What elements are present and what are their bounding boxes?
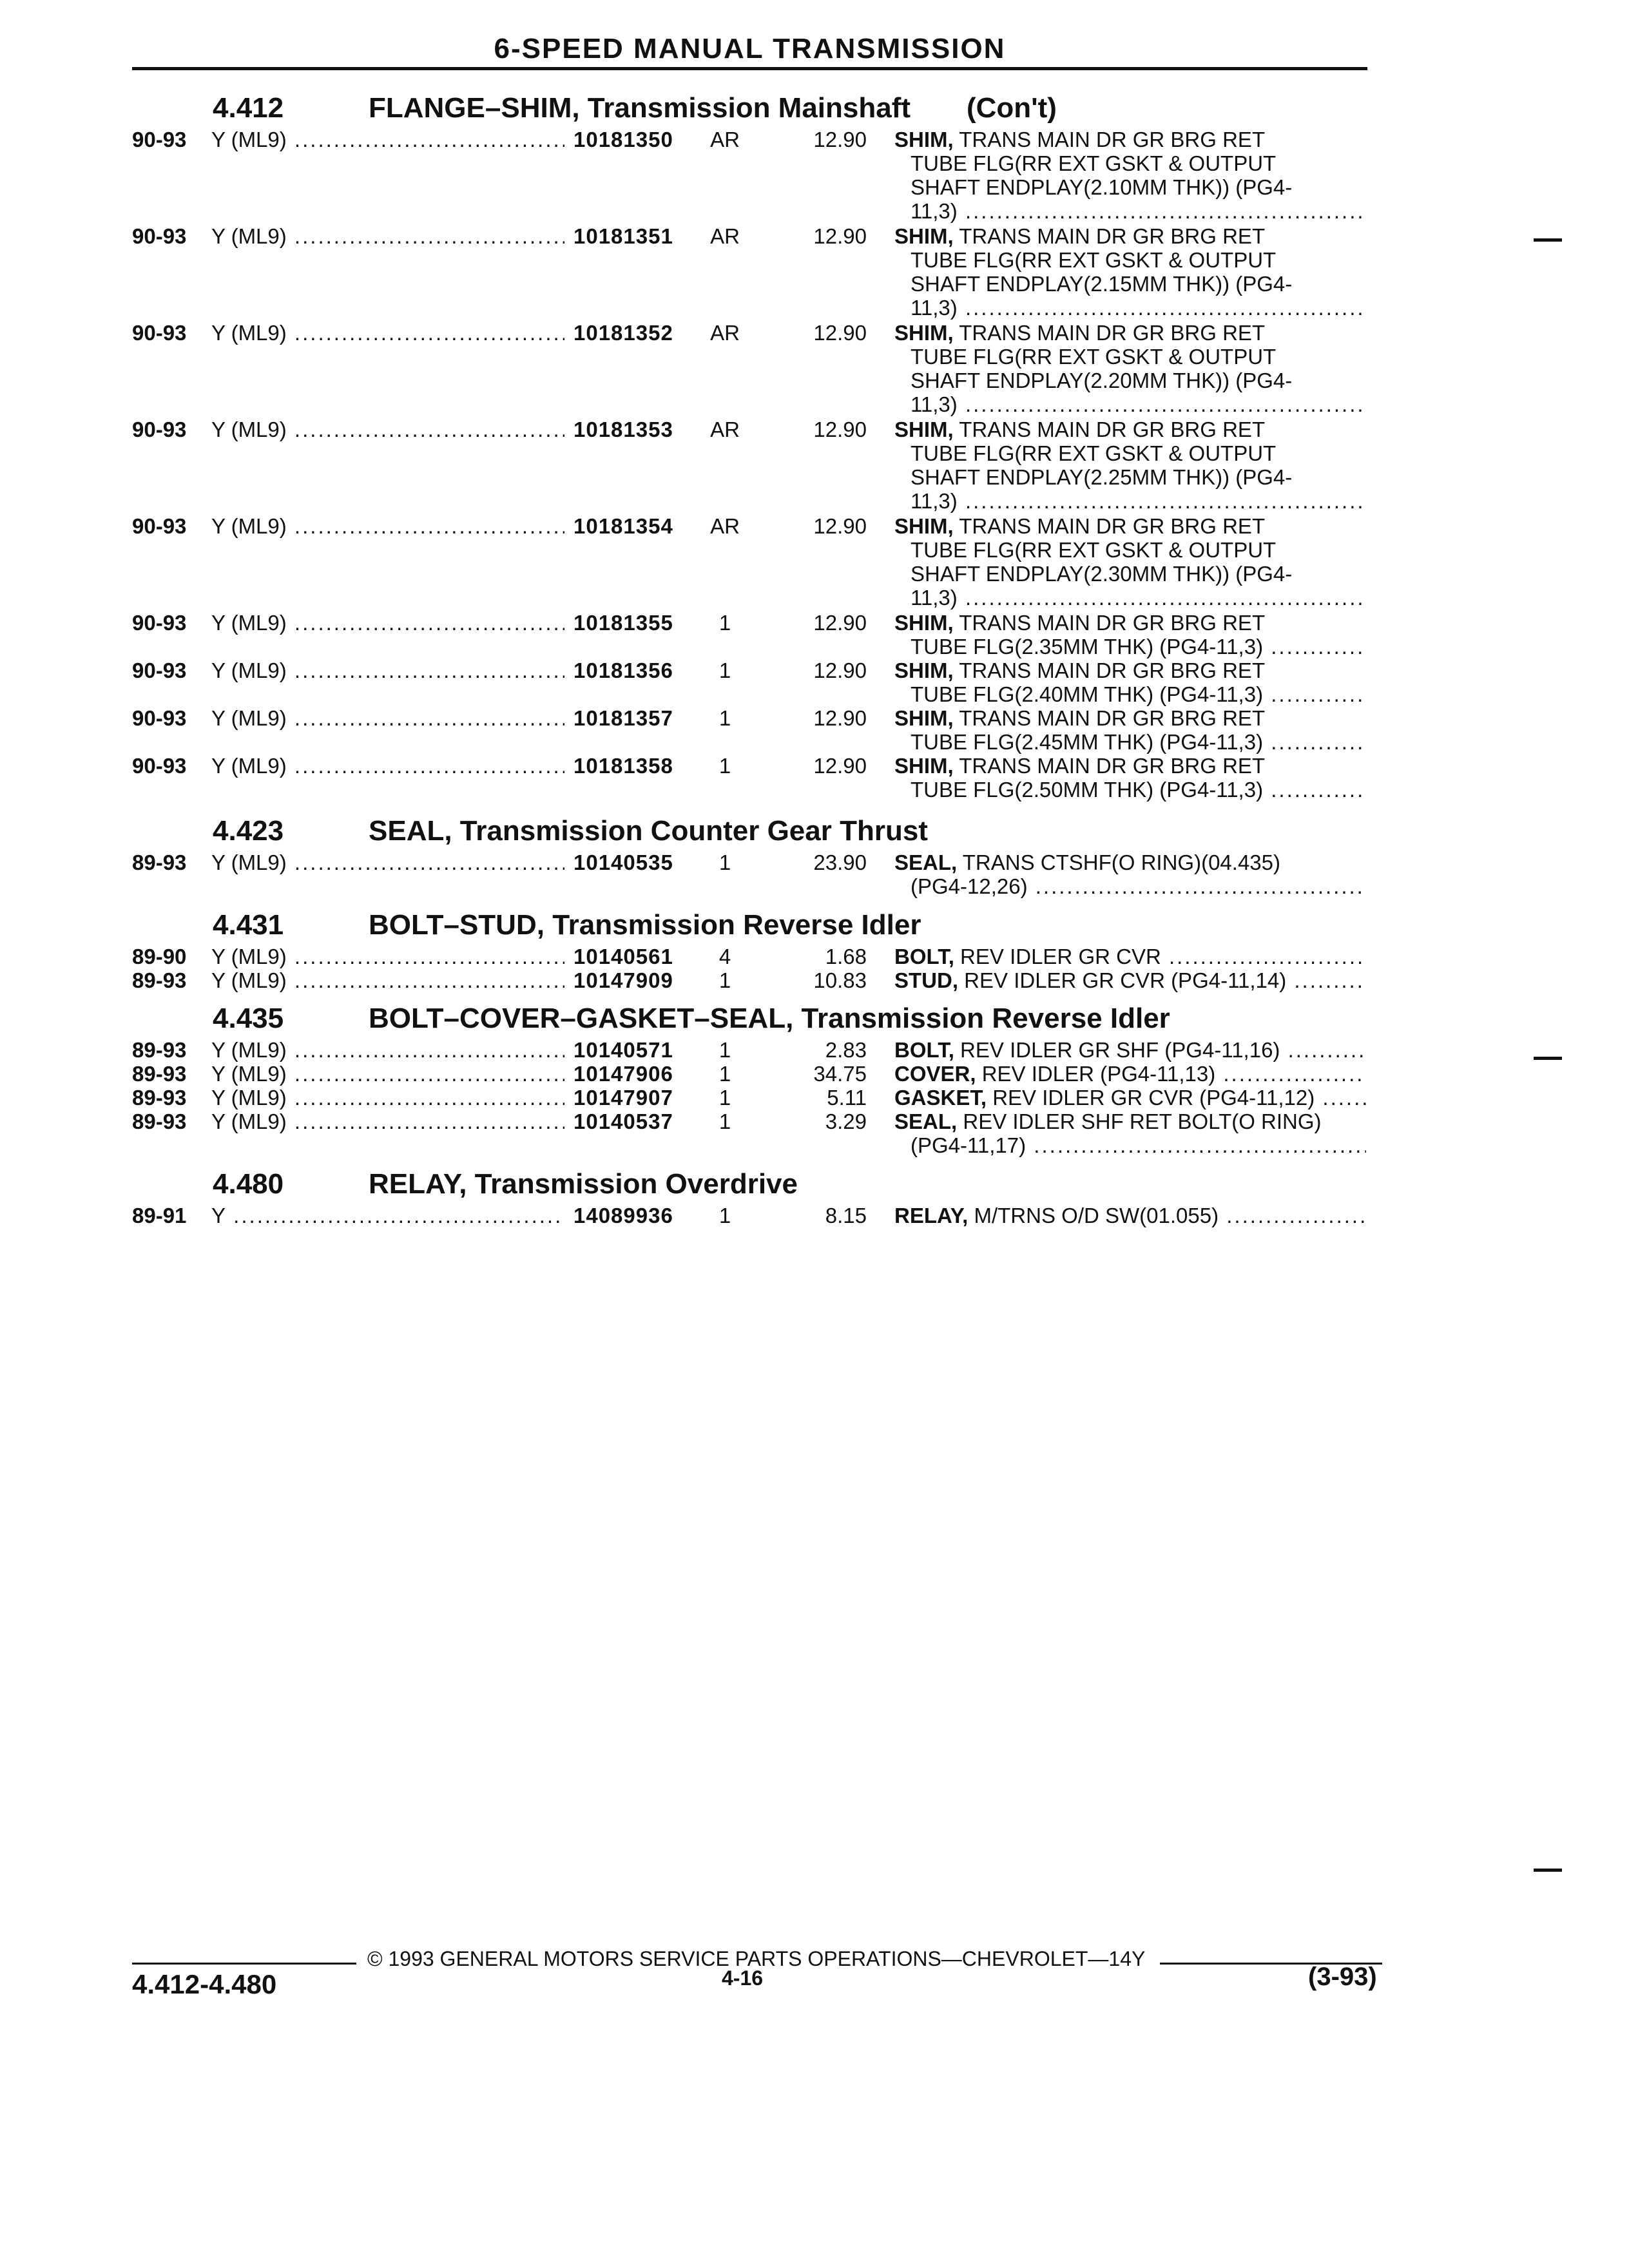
- section-number: 4.480: [213, 1168, 284, 1200]
- vehicle-model: Y (ML9) .....: [211, 1062, 564, 1086]
- description-keyword: BOLT,: [894, 1038, 954, 1062]
- description-line: [894, 968, 1366, 992]
- description-text: M/TRNS O/D SW(01.055): [968, 1204, 1219, 1227]
- section-title-keyword: RELAY,: [369, 1168, 467, 1200]
- quantity: 1: [718, 611, 731, 635]
- description-text: 11,3): [911, 199, 958, 223]
- description-text: 11,3): [911, 489, 958, 513]
- part-number: 10181351: [574, 224, 673, 248]
- description-text: SHAFT ENDPLAY(2.10MM THK)) (PG4-: [911, 175, 1293, 199]
- section-title: [369, 1166, 798, 1202]
- margin-mark: [1534, 238, 1562, 242]
- description-text: SHAFT ENDPLAY(2.15MM THK)) (PG4-: [911, 272, 1293, 296]
- quantity: 1: [718, 1038, 731, 1062]
- vehicle-model: Y (ML9) .....: [211, 1110, 564, 1133]
- description-keyword: SHIM,: [894, 321, 954, 345]
- vehicle-model: Y (ML9) .....: [211, 968, 564, 992]
- description-text: SHAFT ENDPLAY(2.25MM THK)) (PG4-: [911, 465, 1293, 489]
- section-number: 4.412: [213, 92, 284, 124]
- description-line: [894, 248, 1366, 272]
- quantity: 4: [718, 945, 731, 968]
- description-line: [894, 441, 1366, 465]
- quantity: 1: [718, 968, 731, 992]
- description-line: [894, 151, 1366, 175]
- description-line: [894, 562, 1366, 586]
- part-number: 10147909: [574, 968, 673, 992]
- description-keyword: COVER,: [894, 1062, 976, 1086]
- description-line: [894, 392, 1366, 416]
- description-keyword: SHIM,: [894, 418, 954, 441]
- part-description: [894, 1110, 1366, 1157]
- price: 12.90: [813, 321, 867, 345]
- description-line: [894, 418, 1366, 441]
- vehicle-model: Y (ML9) .....: [211, 1086, 564, 1110]
- part-description: [894, 611, 1366, 658]
- price: 5.11: [827, 1086, 867, 1110]
- quantity: AR: [710, 418, 740, 441]
- part-description: [894, 128, 1366, 223]
- description-line: [894, 730, 1366, 754]
- description-line: [894, 199, 1366, 223]
- part-description: [894, 754, 1366, 802]
- description-line: [894, 1204, 1366, 1227]
- price: 3.29: [825, 1110, 867, 1133]
- description-line: [894, 538, 1366, 562]
- description-line: [894, 489, 1366, 513]
- vehicle-model: Y .....: [211, 1204, 564, 1227]
- description-text: REV IDLER (PG4-11,13): [976, 1062, 1216, 1086]
- description-text: REV IDLER SHF RET BOLT(O RING): [957, 1110, 1322, 1133]
- description-line: [894, 345, 1366, 369]
- description-text: TUBE FLG(2.50MM THK) (PG4-11,3): [911, 778, 1264, 802]
- description-keyword: SHIM,: [894, 754, 954, 778]
- model-years: 90-93: [132, 611, 187, 635]
- margin-mark: [1534, 1869, 1562, 1872]
- description-text: TUBE FLG(2.45MM THK) (PG4-11,3): [911, 730, 1264, 754]
- section-title: [369, 813, 928, 849]
- part-number: 10147907: [574, 1086, 673, 1110]
- vehicle-model: Y (ML9) .....: [211, 514, 564, 538]
- quantity: AR: [710, 128, 740, 151]
- model-years: 90-93: [132, 754, 187, 778]
- vehicle-model: Y (ML9) .....: [211, 706, 564, 730]
- part-description: [894, 1086, 1366, 1110]
- section-title-keyword: BOLT–COVER–GASKET–SEAL,: [369, 1003, 794, 1034]
- description-text: TUBE FLG(RR EXT GSKT & OUTPUT: [911, 441, 1277, 465]
- price: 12.90: [813, 224, 867, 248]
- description-text: TUBE FLG(RR EXT GSKT & OUTPUT: [911, 345, 1277, 369]
- section-number: 4.435: [213, 1003, 284, 1034]
- price: 34.75: [813, 1062, 867, 1086]
- part-description: [894, 1062, 1366, 1086]
- vehicle-model: Y (ML9) .....: [211, 321, 564, 345]
- model-years: 89-93: [132, 1110, 187, 1133]
- description-line: [894, 465, 1366, 489]
- model-years: 89-93: [132, 1038, 187, 1062]
- description-line: [894, 224, 1366, 248]
- description-line: [894, 1038, 1366, 1062]
- description-line: [894, 514, 1366, 538]
- price: 12.90: [813, 514, 867, 538]
- quantity: AR: [710, 224, 740, 248]
- description-line: [894, 1133, 1366, 1157]
- price: 8.15: [825, 1204, 867, 1227]
- section-title-rest: Transmission Mainshaft: [579, 92, 911, 124]
- description-line: [894, 1110, 1366, 1133]
- description-line: [894, 754, 1366, 778]
- description-line: [894, 706, 1366, 730]
- vehicle-model: Y (ML9) .....: [211, 850, 564, 874]
- price: 12.90: [813, 754, 867, 778]
- description-line: [894, 682, 1366, 706]
- footer-copyright: © 1993 GENERAL MOTORS SERVICE PARTS OPERATIONS—CHEVROLET—14Y: [367, 1947, 1146, 1970]
- quantity: 1: [718, 658, 731, 682]
- section-title: [369, 907, 921, 943]
- part-description: [894, 321, 1366, 416]
- model-years: 90-93: [132, 321, 187, 345]
- description-keyword: SHIM,: [894, 706, 954, 730]
- model-years: 89-93: [132, 968, 187, 992]
- model-years: 89-93: [132, 1086, 187, 1110]
- description-line: [894, 658, 1366, 682]
- vehicle-model: Y (ML9) .....: [211, 945, 564, 968]
- description-text: 11,3): [911, 392, 958, 416]
- section-title-rest: Transmission Reverse Idler: [793, 1003, 1170, 1034]
- description-text: 11,3): [911, 586, 958, 610]
- vehicle-model: Y (ML9) .....: [211, 658, 564, 682]
- description-text: TRANS CTSHF(O RING)(04.435): [957, 850, 1280, 874]
- model-years: 90-93: [132, 706, 187, 730]
- description-line: [894, 272, 1366, 296]
- description-text: TUBE FLG(RR EXT GSKT & OUTPUT: [911, 248, 1277, 272]
- part-description: [894, 706, 1366, 754]
- quantity: AR: [710, 321, 740, 345]
- section-title-rest: Transmission Counter Gear Thrust: [452, 815, 928, 847]
- description-line: [894, 611, 1366, 635]
- description-line: [894, 945, 1366, 968]
- section-title: [369, 1001, 1170, 1037]
- model-years: 90-93: [132, 418, 187, 441]
- part-number: 14089936: [574, 1204, 673, 1227]
- description-text: TUBE FLG(2.35MM THK) (PG4-11,3): [911, 635, 1264, 658]
- description-line: [894, 1086, 1366, 1110]
- description-keyword: SHIM,: [894, 128, 954, 151]
- part-number: 10140561: [574, 945, 673, 968]
- price: 23.90: [813, 850, 867, 874]
- description-text: TRANS MAIN DR GR BRG RET: [953, 658, 1266, 682]
- description-line: [894, 369, 1366, 392]
- margin-mark: [1534, 1057, 1562, 1060]
- section-title-keyword: BOLT–STUD,: [369, 909, 545, 941]
- description-text: TUBE FLG(RR EXT GSKT & OUTPUT: [911, 151, 1277, 175]
- description-text: (PG4-12,26): [911, 874, 1028, 898]
- part-number: 10181352: [574, 321, 673, 345]
- description-keyword: SHIM,: [894, 658, 954, 682]
- footer-rule-left: [132, 1963, 356, 1965]
- description-keyword: SEAL,: [894, 850, 958, 874]
- description-text: TRANS MAIN DR GR BRG RET: [953, 128, 1266, 151]
- description-text: TRANS MAIN DR GR BRG RET: [953, 754, 1266, 778]
- part-description: [894, 968, 1366, 992]
- description-line: [894, 296, 1366, 320]
- quantity: 1: [718, 706, 731, 730]
- quantity: 1: [718, 1086, 731, 1110]
- footer-page-number: 4-16: [722, 1966, 764, 1990]
- quantity: 1: [718, 1204, 731, 1227]
- price: 12.90: [813, 611, 867, 635]
- part-number: 10181353: [574, 418, 673, 441]
- model-years: 90-93: [132, 514, 187, 538]
- part-number: 10140571: [574, 1038, 673, 1062]
- description-keyword: GASKET,: [894, 1086, 987, 1110]
- part-number: 10181358: [574, 754, 673, 778]
- description-keyword: SHIM,: [894, 224, 954, 248]
- part-number: 10181356: [574, 658, 673, 682]
- part-number: 10147906: [574, 1062, 673, 1086]
- page-title: 6-SPEED MANUAL TRANSMISSION: [494, 33, 1006, 64]
- description-line: [894, 586, 1366, 610]
- part-description: [894, 658, 1366, 706]
- part-description: [894, 224, 1366, 320]
- description-line: [894, 850, 1366, 874]
- description-text: 11,3): [911, 296, 958, 320]
- section-continued-label: (Con't): [967, 92, 1057, 124]
- description-line: [894, 175, 1366, 199]
- price: 12.90: [813, 128, 867, 151]
- description-text: REV IDLER GR CVR (PG4-11,12): [987, 1086, 1315, 1110]
- description-text: SHAFT ENDPLAY(2.30MM THK)) (PG4-: [911, 562, 1293, 586]
- part-number: 10181355: [574, 611, 673, 635]
- price: 12.90: [813, 658, 867, 682]
- model-years: 90-93: [132, 658, 187, 682]
- description-text: TRANS MAIN DR GR BRG RET: [953, 611, 1266, 635]
- model-years: 89-93: [132, 1062, 187, 1086]
- description-line: [894, 874, 1366, 898]
- vehicle-model: Y (ML9) .....: [211, 754, 564, 778]
- vehicle-model: Y (ML9) .....: [211, 224, 564, 248]
- vehicle-model: Y (ML9) .....: [211, 611, 564, 635]
- description-text: TRANS MAIN DR GR BRG RET: [953, 224, 1266, 248]
- part-number: 10140537: [574, 1110, 673, 1133]
- description-text: TRANS MAIN DR GR BRG RET: [953, 321, 1266, 345]
- description-keyword: STUD,: [894, 968, 958, 992]
- part-number: 10181350: [574, 128, 673, 151]
- section-number: 4.423: [213, 815, 284, 847]
- vehicle-model: Y (ML9) .....: [211, 418, 564, 441]
- quantity: 1: [718, 1062, 731, 1086]
- description-text: REV IDLER GR SHF (PG4-11,16): [954, 1038, 1280, 1062]
- quantity: 1: [718, 1110, 731, 1133]
- model-years: 90-93: [132, 128, 187, 151]
- description-keyword: SHIM,: [894, 514, 954, 538]
- description-text: TRANS MAIN DR GR BRG RET: [953, 706, 1266, 730]
- description-keyword: RELAY,: [894, 1204, 969, 1227]
- vehicle-model: Y (ML9) .....: [211, 1038, 564, 1062]
- section-title: [369, 90, 911, 126]
- description-line: [894, 778, 1366, 802]
- description-text: REV IDLER GR CVR: [954, 945, 1161, 968]
- model-years: 89-91: [132, 1204, 187, 1227]
- price: 1.68: [825, 945, 867, 968]
- section-title-keyword: SEAL,: [369, 815, 452, 847]
- section-title-keyword: FLANGE–SHIM,: [369, 92, 580, 124]
- section-title-rest: Transmission Reverse Idler: [544, 909, 921, 941]
- quantity: AR: [710, 514, 740, 538]
- vehicle-model: Y (ML9) .....: [211, 128, 564, 151]
- page-header: [132, 34, 1367, 70]
- part-description: [894, 850, 1366, 898]
- description-line: [894, 128, 1366, 151]
- model-years: 90-93: [132, 224, 187, 248]
- section-title-rest: Transmission Overdrive: [467, 1168, 798, 1200]
- description-text: TRANS MAIN DR GR BRG RET: [953, 514, 1266, 538]
- description-keyword: SEAL,: [894, 1110, 958, 1133]
- price: 10.83: [813, 968, 867, 992]
- quantity: 1: [718, 754, 731, 778]
- description-text: TUBE FLG(2.40MM THK) (PG4-11,3): [911, 682, 1264, 706]
- description-line: [894, 321, 1366, 345]
- description-text: REV IDLER GR CVR (PG4-11,14): [958, 968, 1287, 992]
- price: 12.90: [813, 706, 867, 730]
- model-years: 89-90: [132, 945, 187, 968]
- part-description: [894, 1038, 1366, 1062]
- footer-section-range: 4.412-4.480: [132, 1969, 277, 1999]
- quantity: 1: [718, 850, 731, 874]
- price: 2.83: [825, 1038, 867, 1062]
- description-text: SHAFT ENDPLAY(2.20MM THK)) (PG4-: [911, 369, 1293, 392]
- footer-date: (3-93): [1308, 1963, 1377, 1991]
- part-description: [894, 945, 1366, 968]
- description-text: (PG4-11,17): [911, 1133, 1027, 1157]
- part-number: 10181354: [574, 514, 673, 538]
- description-keyword: SHIM,: [894, 611, 954, 635]
- part-number: 10140535: [574, 850, 673, 874]
- description-keyword: BOLT,: [894, 945, 954, 968]
- description-line: [894, 635, 1366, 658]
- description-text: TUBE FLG(RR EXT GSKT & OUTPUT: [911, 538, 1277, 562]
- description-text: TRANS MAIN DR GR BRG RET: [953, 418, 1266, 441]
- section-number: 4.431: [213, 909, 284, 941]
- part-description: [894, 1204, 1366, 1227]
- model-years: 89-93: [132, 850, 187, 874]
- part-description: [894, 418, 1366, 513]
- part-number: 10181357: [574, 706, 673, 730]
- price: 12.90: [813, 418, 867, 441]
- part-description: [894, 514, 1366, 610]
- description-line: [894, 1062, 1366, 1086]
